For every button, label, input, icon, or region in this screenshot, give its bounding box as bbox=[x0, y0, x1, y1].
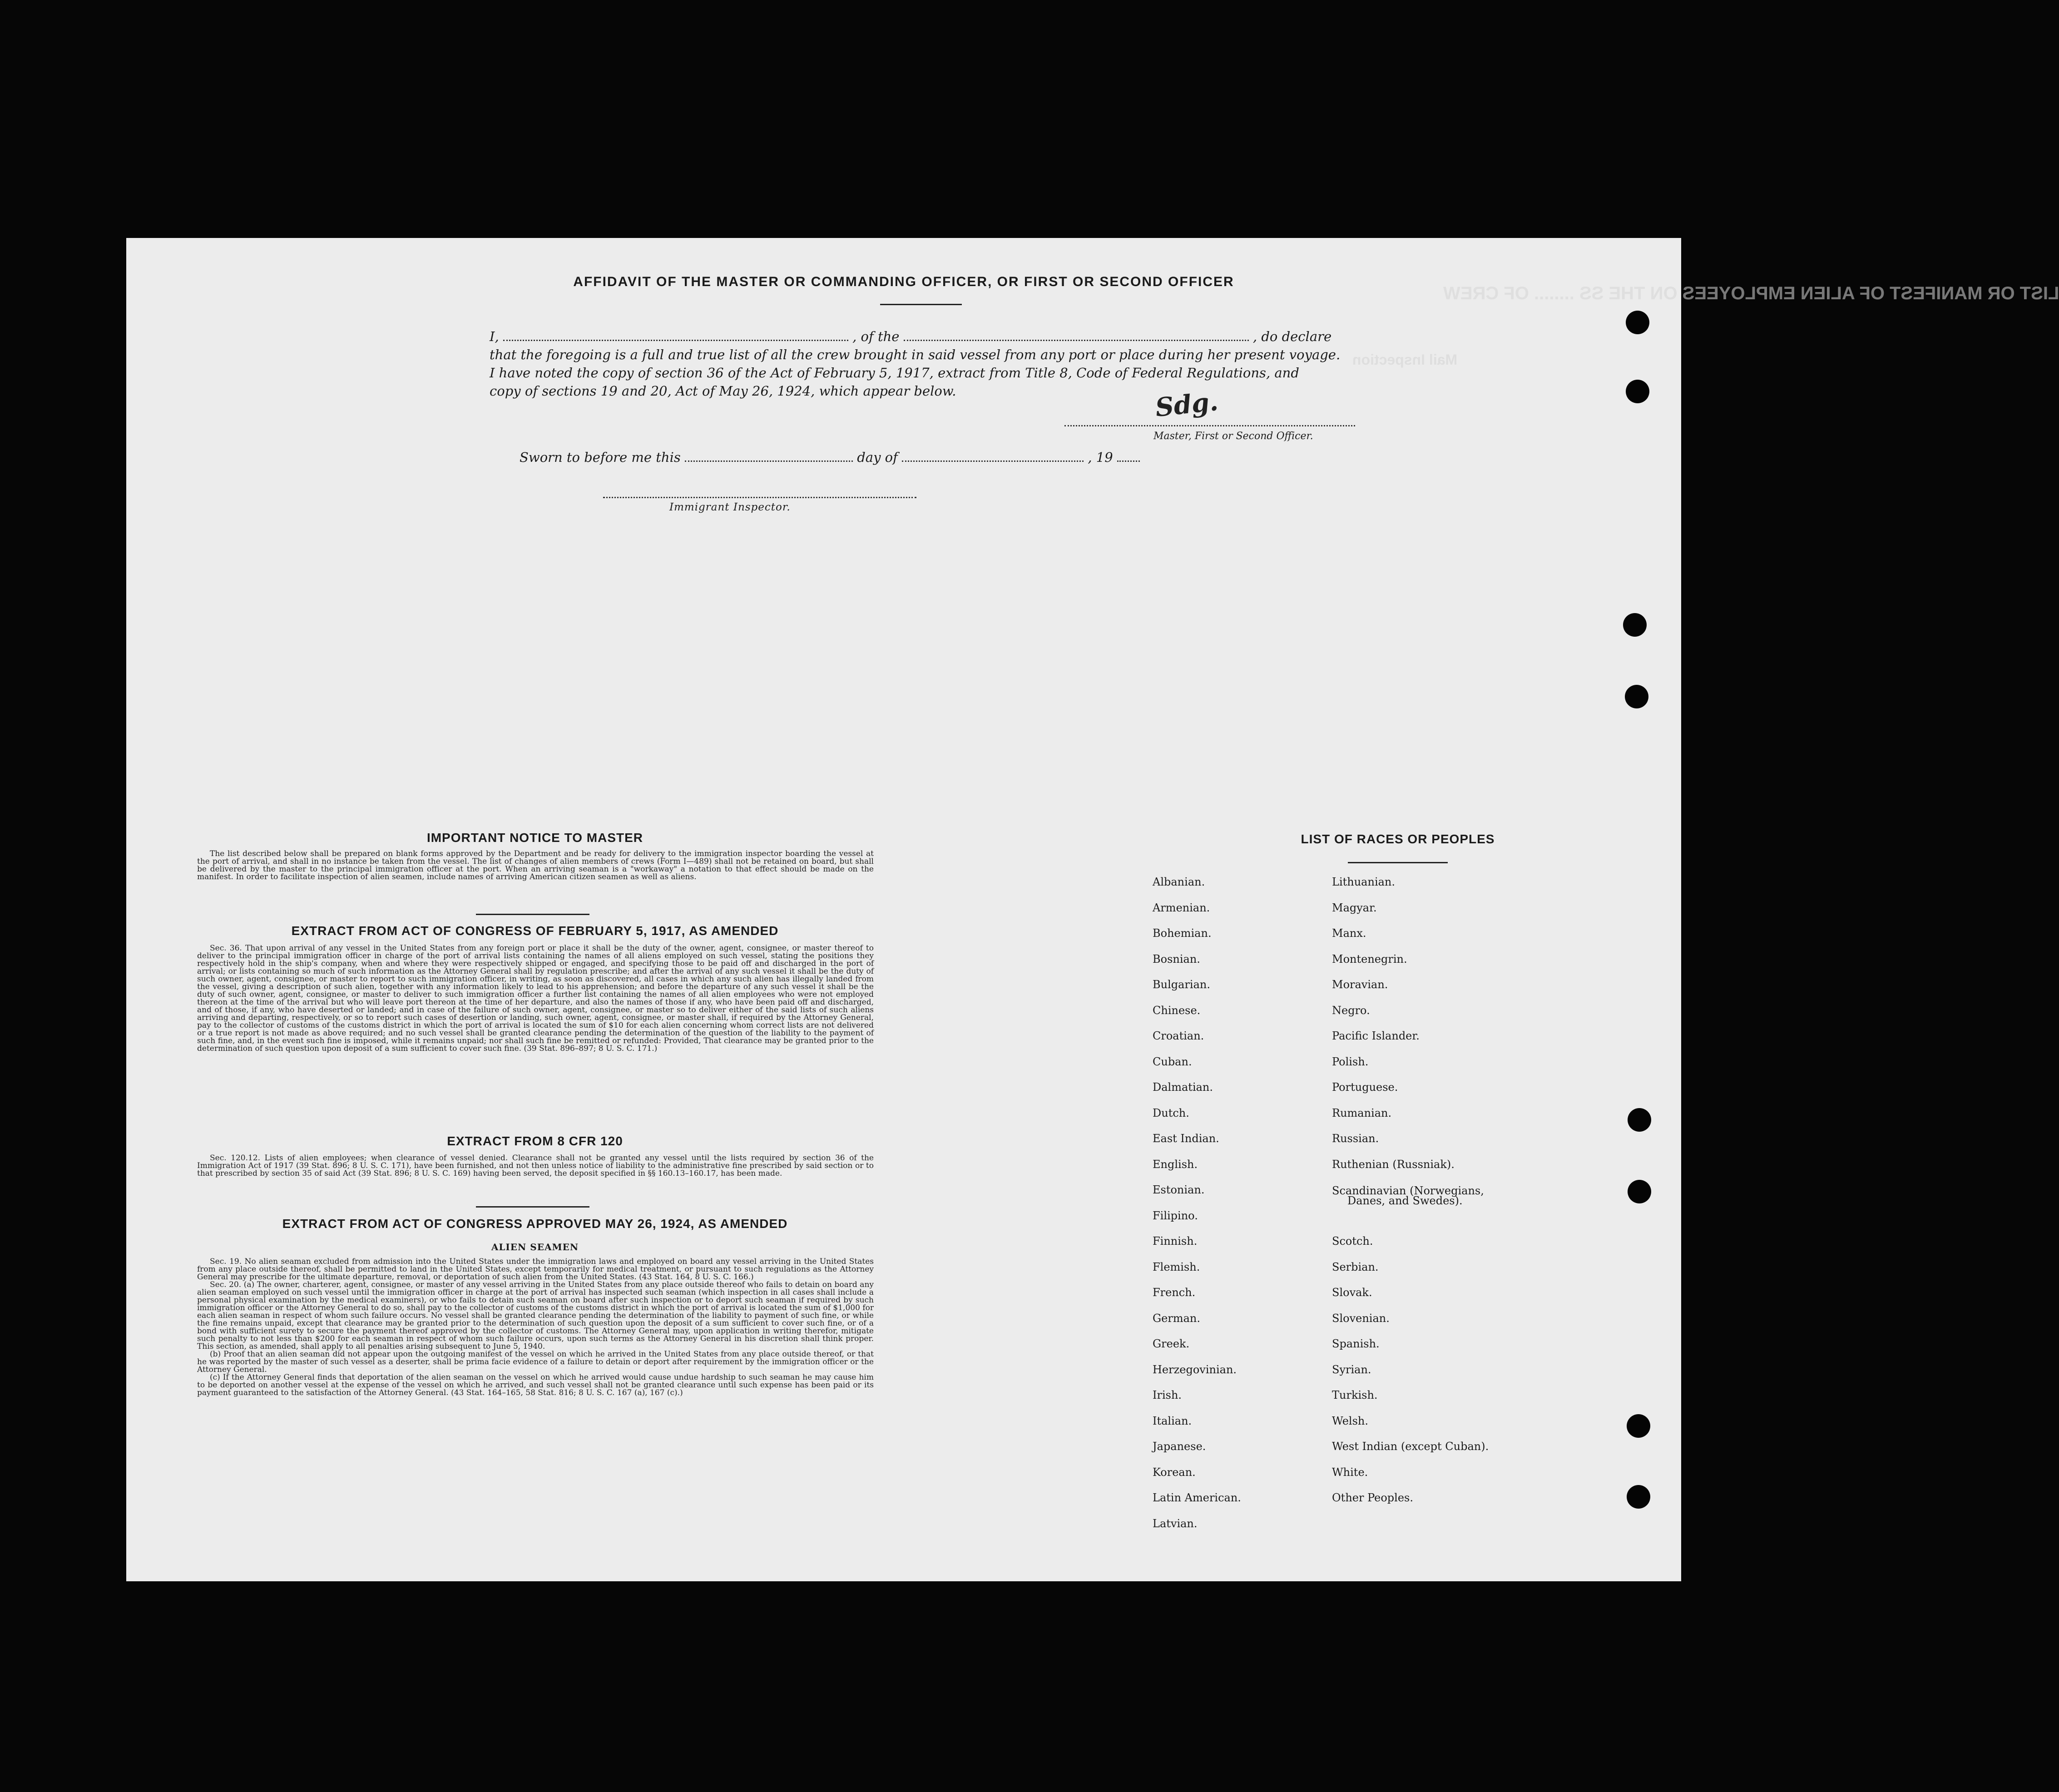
cfr-divider bbox=[476, 1206, 589, 1208]
extract-cfr-title: EXTRACT FROM 8 CFR 120 bbox=[447, 1134, 623, 1148]
year-prefix: , 19 bbox=[1088, 450, 1113, 465]
title-divider bbox=[880, 304, 962, 305]
punch-hole bbox=[1627, 1414, 1650, 1438]
race-item: Dutch. bbox=[1153, 1106, 1189, 1119]
race-item: Syrian. bbox=[1332, 1363, 1371, 1376]
race-item: Magyar. bbox=[1332, 901, 1377, 914]
affidavit-line-1 bbox=[490, 329, 1331, 344]
race-item: West Indian (except Cuban). bbox=[1332, 1440, 1489, 1453]
notice-title: IMPORTANT NOTICE TO MASTER bbox=[426, 831, 643, 845]
race-item: Estonian. bbox=[1153, 1183, 1205, 1196]
race-item: Herzegovinian. bbox=[1153, 1363, 1237, 1376]
affidavit-i-label: I, bbox=[490, 329, 499, 344]
punch-hole bbox=[1627, 1485, 1650, 1509]
race-item: Latin American. bbox=[1153, 1491, 1241, 1504]
extract-1924-body bbox=[197, 1258, 874, 1397]
notice-paragraph: The list described below shall be prepared on blank forms approved by the Department and be ready for delivery to the immigration inspector boarding the vessel at the port of arrival, and shall in no instance be taken from the vessel. The list of changes of alien members of crews (Form I—489) shall not be retained on board, but shall be delivered by the master to the principal immigration officer at the port. When an arriving seaman is a "workaway" a notation to that effect should be made on the manifest. In order to facilitate inspection of alien seamen, include names of arriving American citizen seamen as well as aliens. bbox=[197, 849, 874, 881]
section-20b-text: (b) Proof that an alien seaman did not appear upon the outgoing manifest of the vessel on which he arrived in the United States from any place outside thereof, or that he was reported by the master of such vessel as a deserter, shall be prima facie evidence of a failure to detain or deport after requirement by the immigration officer or the Attorney General. bbox=[197, 1350, 874, 1374]
race-item: Manx. bbox=[1332, 927, 1366, 940]
alien-seamen-subtitle: ALIEN SEAMEN bbox=[491, 1242, 579, 1252]
section-120-12-text: Sec. 120.12. Lists of alien employees; when clearance of vessel denied. Clearance shall not be granted any vessel until the lists required by section 36 of the Immigration Act of 1917 (39 Stat. 896; 8 U. S. C. 171), have been furnished, and not then unless notice of liability to the administrative fine prescribed by said section or to that prescribed by section 35 of said Act (39 Stat. 896; 8 U. S. C. 169) having been served, the deposit specified in §§ 160.13–160.17, has been made. bbox=[197, 1153, 874, 1178]
race-item: Serbian. bbox=[1332, 1260, 1379, 1273]
race-item: Armenian. bbox=[1153, 901, 1210, 914]
race-item: Other Peoples. bbox=[1332, 1491, 1413, 1504]
affidavit-title: AFFIDAVIT OF THE MASTER OR COMMANDING OFFICER, OR FIRST OR SECOND OFFICER bbox=[573, 274, 1234, 289]
race-item: Filipino. bbox=[1153, 1209, 1198, 1222]
race-item: Spanish. bbox=[1332, 1337, 1380, 1350]
notice-divider bbox=[476, 914, 589, 915]
extract-cfr-body bbox=[197, 1154, 874, 1178]
race-item: Montenegrin. bbox=[1332, 952, 1407, 965]
affidavit-of-the: , of the bbox=[852, 329, 900, 344]
affidavit-line-3: I have noted the copy of section 36 of the Act of February 5, 1917, extract from Title 8, Code of Federal Regulations, and bbox=[490, 365, 1299, 381]
affidavit-line-4: copy of sections 19 and 20, Act of May 26, 1924, which appear below. bbox=[490, 383, 956, 399]
race-item: Slovak. bbox=[1332, 1286, 1372, 1299]
punch-hole bbox=[1626, 311, 1649, 334]
race-item: English. bbox=[1153, 1158, 1198, 1171]
race-item: Bohemian. bbox=[1153, 927, 1212, 940]
sworn-day-blank bbox=[685, 452, 853, 462]
race-item: Ruthenian (Russniak). bbox=[1332, 1158, 1455, 1171]
race-item: Polish. bbox=[1332, 1055, 1369, 1068]
sworn-label: Sworn to before me this bbox=[520, 450, 681, 465]
race-item: Italian. bbox=[1153, 1414, 1192, 1427]
races-title: LIST OF RACES OR PEOPLES bbox=[1301, 832, 1495, 846]
year-blank bbox=[1117, 452, 1140, 462]
section-19-text: Sec. 19. No alien seaman excluded from admission into the United States under the immigration laws and employed on board any vessel arriving in the United States from any place outside thereof, shall be permitted to land in the United States, except temporarily for medical treatment, or pursuant to such regulations as the Attorney General may prescribe for the ultimate departure, removal, or deportation of such alien from the United States. (43 Stat. 164, 8 U. S. C. 166.) bbox=[197, 1257, 874, 1282]
race-item: German. bbox=[1153, 1312, 1200, 1325]
race-item: Chinese. bbox=[1153, 1004, 1201, 1017]
races-column-1 bbox=[1153, 876, 1325, 1534]
race-item: Cuban. bbox=[1153, 1055, 1192, 1068]
race-item: Finnish. bbox=[1153, 1235, 1198, 1247]
vessel-blank bbox=[904, 332, 1249, 341]
race-item: Danes, and Swedes). bbox=[1347, 1194, 1463, 1207]
punch-hole bbox=[1623, 613, 1647, 637]
race-item: Dalmatian. bbox=[1153, 1081, 1213, 1094]
extract-1924-title: EXTRACT FROM ACT OF CONGRESS APPROVED MAY 26, 1924, AS AMENDED bbox=[282, 1217, 788, 1231]
signature-caption: Master, First or Second Officer. bbox=[1153, 431, 1313, 442]
race-item: Greek. bbox=[1153, 1337, 1190, 1350]
race-item: Negro. bbox=[1332, 1004, 1370, 1017]
race-item: Rumanian. bbox=[1332, 1106, 1392, 1119]
inspector-caption: Immigrant Inspector. bbox=[669, 501, 791, 513]
name-blank bbox=[503, 332, 848, 341]
race-item: Latvian. bbox=[1153, 1517, 1198, 1530]
bleed-through-header: LIST OR MANIFEST OF ALIEN EMPLOYEES ON THE SS ........ OF CREW bbox=[1443, 283, 2059, 303]
affidavit-do-declare: , do declare bbox=[1252, 329, 1332, 344]
race-item: White. bbox=[1332, 1465, 1368, 1479]
day-of-label: day of bbox=[857, 450, 898, 465]
affidavit-line-2: that the foregoing is a full and true list of all the crew brought in said vessel from any port or place during her present voyage. bbox=[490, 347, 1341, 362]
punch-hole bbox=[1628, 1180, 1651, 1203]
section-36-text: Sec. 36. That upon arrival of any vessel in the United States from any foreign port or place it shall be the duty of the owner, agent, consignee, or master thereof to deliver to the principal immigration officer in charge of the port of arrival lists containing the names of all aliens employed on such vessel, stating the positions they respectively hold in the ship's company, when and where they were respectively shipped or engaged, and specifying those to be paid off and discharged in the port of arrival; or lists containing so much of such information as the Attorney General shall by regulation prescribe; and after the arrival of any such vessel it shall be the duty of such owner, agent, consignee, or master to report to such immigration officer, in writing, as soon as discovered, all cases in which any such alien has illegally landed from the vessel, giving a description of such alien, together with any information likely to lead to his apprehension; and before the departure of any such vessel it shall be the duty of such owner, agent, consignee, or master to deliver to such immigration officer a further list containing the names of all alien employees who were not employed thereon at the time of the arrival but who will leave port thereon at the time of her departure, and also the names of those if any, who have been paid off and discharged, and of those, if any, who have deserted or landed; and in case of the failure of such owner, agent, consignee, or master so to deliver either of the said lists of such aliens arriving and departing, respectively, or so to report such cases of desertion or landing, such owner, agent, consignee, or master shall, if required by the Attorney General, pay to the collector of customs of the customs district in which the port of arrival is located the sum of $10 for each alien concerning whom correct lists are not delivered or a true report is not made as above required; and no such vessel shall be granted clearance pending the determination of the question of the liability to the payment of such fine, and, in the event such fine is imposed, while it remains unpaid; nor shall such fine be remitted or refunded: Provided, That clearance may be granted prior to the determination of such question upon deposit of a sum sufficient to cover such fine. (39 Stat. 896–897; 8 U. S. C. 171.) bbox=[197, 944, 874, 1053]
bleed-through-stamp: Mail Inspection bbox=[1352, 351, 1458, 368]
punch-hole bbox=[1626, 380, 1649, 403]
race-item: Turkish. bbox=[1332, 1389, 1378, 1401]
punch-hole bbox=[1628, 1108, 1651, 1132]
race-item: East Indian. bbox=[1153, 1132, 1219, 1145]
notice-body bbox=[197, 850, 874, 881]
sworn-line bbox=[520, 450, 1140, 465]
race-item: French. bbox=[1153, 1286, 1196, 1299]
race-item: Flemish. bbox=[1153, 1260, 1200, 1273]
race-item: Scotch. bbox=[1332, 1235, 1373, 1247]
inspector-signature-line bbox=[603, 497, 916, 498]
race-item: Scandinavian (Norwegians, bbox=[1332, 1184, 1484, 1197]
race-item: Portuguese. bbox=[1332, 1081, 1398, 1094]
section-20c-text: (c) If the Attorney General finds that deportation of the alien seaman on the vessel on which he arrived would cause undue hardship to such seaman he may cause him to be deported on another vessel at the expense of the vessel on which he arrived, and such vessel shall not be granted clearance until such expense has been paid or its payment guaranteed to the satisfaction of the Attorney General. (43 Stat. 164–165, 58 Stat. 816; 8 U. S. C. 167 (a), 167 (c).) bbox=[197, 1373, 874, 1397]
race-item: Croatian. bbox=[1153, 1030, 1204, 1042]
signature-line bbox=[1064, 425, 1355, 426]
race-item: Lithuanian. bbox=[1332, 876, 1396, 888]
punch-hole bbox=[1625, 685, 1648, 708]
section-20a-text: Sec. 20. (a) The owner, charterer, agent, consignee, or master of any vessel arriving in the United States from any place outside thereof who fails to detain on board any alien seaman employed on such vessel until the immigration officer in charge at the port of arrival has inspected such seaman (which inspection in all cases shall include a personal physical examination by the medical examiners), or who fails to detain such seaman on board after such inspection or to deport such seaman if required by such immigration officer or the Attorney General to do so, shall pay to the collector of customs of the customs district in which the port of arrival is located the sum of $1,000 for each alien seaman in respect of whom such failure occurs. No vessel shall be granted clearance pending the determination of the liability to payment of such fine, or while the fine remains unpaid, except that clearance may be granted prior to the determination of such question upon the deposit of a sum sufficient to cover such fine, or of a bond with sufficient surety to secure the payment thereof approved by the collector of customs. The Attorney General may, upon application in writing therefor, mitigate such penalty to not less than $200 for each seaman in respect of whom such failure occurs, upon such terms as the Attorney General in his discretion shall think proper. This section, as amended, shall apply to all penalties arising subsequent to June 5, 1940. bbox=[197, 1280, 874, 1351]
races-divider bbox=[1348, 862, 1448, 863]
extract-1917-title: EXTRACT FROM ACT OF CONGRESS OF FEBRUARY 5, 1917, AS AMENDED bbox=[291, 924, 779, 938]
race-item: Japanese. bbox=[1153, 1440, 1206, 1453]
race-item: Pacific Islander. bbox=[1332, 1030, 1420, 1042]
race-item: Slovenian. bbox=[1332, 1312, 1390, 1325]
race-item: Russian. bbox=[1332, 1132, 1379, 1145]
sworn-month-blank bbox=[902, 452, 1084, 462]
races-column-2 bbox=[1332, 876, 1541, 1534]
extract-1917-body bbox=[197, 945, 874, 1053]
race-item: Albanian. bbox=[1153, 876, 1205, 888]
race-item: Bulgarian. bbox=[1153, 978, 1210, 991]
race-item: Moravian. bbox=[1332, 978, 1388, 991]
officer-signature: Sdg. bbox=[1153, 386, 1220, 423]
race-item: Irish. bbox=[1153, 1389, 1182, 1401]
race-item: Korean. bbox=[1153, 1465, 1196, 1479]
race-item: Bosnian. bbox=[1153, 952, 1200, 965]
race-item: Welsh. bbox=[1332, 1414, 1368, 1427]
document-page bbox=[126, 238, 2059, 1581]
